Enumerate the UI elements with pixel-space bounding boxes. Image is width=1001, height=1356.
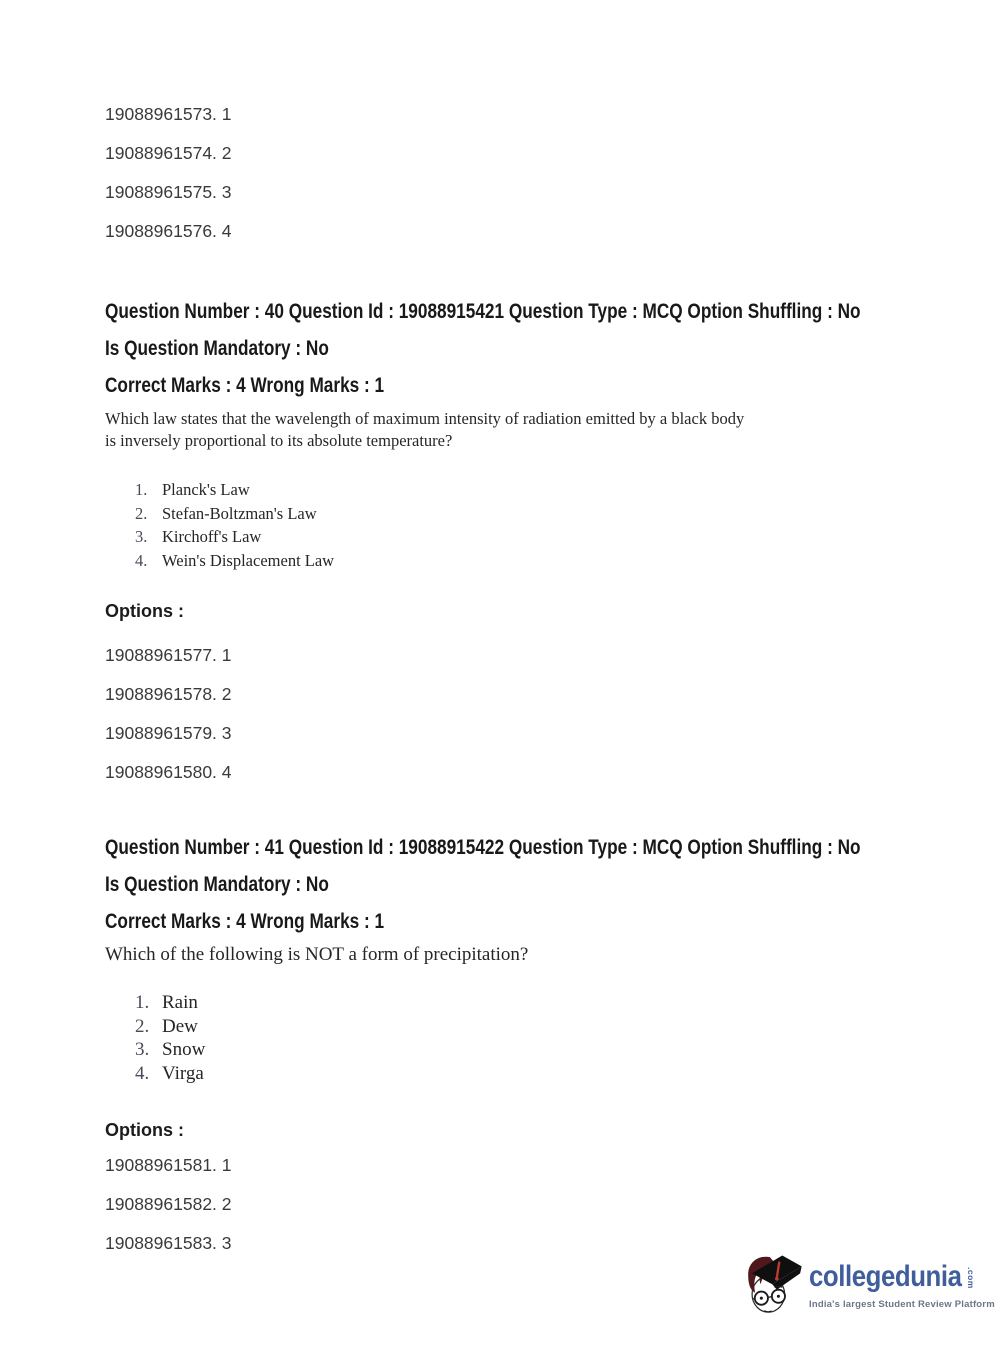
question-marks-text: Correct Marks : 4 Wrong Marks : 1 (105, 374, 385, 397)
question-text (105, 943, 528, 967)
previous-question-option-ids (105, 104, 232, 241)
option-id-list (105, 645, 232, 782)
choice-text: Planck's Law (162, 480, 250, 499)
option-id-item: 19088961580. 4 (105, 762, 232, 782)
choice-number: 1. (135, 992, 150, 1013)
choice-list (105, 991, 205, 1085)
choice-text: Rain (162, 992, 198, 1013)
question-text-line: Which of the following is NOT a form of precipitation? (105, 944, 529, 965)
question-meta-text: Question Number : 41 Question Id : 19088915422 Question Type : MCQ Option Shuffling : No (105, 836, 861, 859)
choice-text: Dew (162, 1015, 198, 1037)
question-mandatory-text: Is Question Mandatory : No (105, 337, 329, 360)
option-id-item: 19088961581. 1 (105, 1155, 232, 1175)
choice-item (135, 478, 334, 502)
question-meta-line (105, 300, 1001, 324)
option-id-item: 19088961583. 3 (105, 1233, 232, 1253)
choice-item (135, 502, 334, 526)
choice-number: 3. (135, 527, 148, 546)
brand-suffix: .com (966, 1267, 976, 1289)
choice-text: Kirchoff's Law (162, 527, 262, 546)
question-block-41 (105, 836, 1001, 1253)
option-id-item: 19088961577. 1 (105, 645, 232, 665)
choice-number: 4. (135, 550, 148, 570)
question-marks-line (105, 374, 1001, 398)
graduate-mascot-icon (742, 1244, 804, 1326)
question-text (105, 408, 744, 452)
choice-item (135, 1038, 205, 1062)
choice-number: 1. (135, 480, 148, 499)
question-block-40 (105, 300, 1001, 782)
option-id-item: 19088961576. 4 (105, 221, 232, 241)
option-id-item: 19088961582. 2 (105, 1194, 232, 1214)
question-header (105, 300, 1001, 398)
choice-item (135, 549, 334, 573)
choice-number: 2. (135, 503, 148, 523)
collegedunia-logo (742, 1244, 995, 1326)
option-id-item: 19088961573. 1 (105, 104, 232, 124)
choice-text: Stefan-Boltzman's Law (162, 503, 317, 523)
choice-item (135, 991, 205, 1015)
options-label: Options : (105, 1120, 184, 1140)
option-id-item: 19088961575. 3 (105, 182, 232, 202)
question-text-line: Which law states that the wavelength of maximum intensity of radiation emitted by a black body (105, 409, 745, 428)
question-header (105, 836, 1001, 934)
choice-text: Virga (162, 1062, 204, 1084)
choice-number: 3. (135, 1039, 150, 1060)
question-marks-text: Correct Marks : 4 Wrong Marks : 1 (105, 910, 385, 933)
question-marks-line (105, 910, 1001, 934)
question-meta-text: Question Number : 40 Question Id : 19088915421 Question Type : MCQ Option Shuffling : No (105, 300, 861, 323)
choice-item (135, 1015, 205, 1039)
logo-text (809, 1262, 995, 1310)
question-text-line: is inversely proportional to its absolute temperature? (105, 431, 453, 450)
choice-number: 4. (135, 1062, 150, 1084)
choice-item (135, 1062, 205, 1086)
choice-item (135, 525, 334, 549)
question-meta-line (105, 836, 1001, 860)
option-id-item: 19088961578. 2 (105, 684, 232, 704)
question-mandatory-line (105, 337, 1001, 361)
options-label: Options : (105, 601, 184, 621)
option-id-list (105, 1155, 232, 1253)
brand-row (809, 1262, 995, 1294)
question-mandatory-line (105, 873, 1001, 897)
choice-number: 2. (135, 1015, 150, 1037)
brand-name: collegedunia (809, 1260, 962, 1293)
option-id-item: 19088961579. 3 (105, 723, 232, 743)
choice-text: Wein's Displacement Law (162, 550, 335, 570)
option-id-item: 19088961574. 2 (105, 143, 232, 163)
question-mandatory-text: Is Question Mandatory : No (105, 873, 329, 896)
choice-text: Snow (162, 1039, 206, 1060)
choice-list (105, 478, 334, 572)
brand-tagline: India's largest Student Review Platform (809, 1299, 995, 1310)
